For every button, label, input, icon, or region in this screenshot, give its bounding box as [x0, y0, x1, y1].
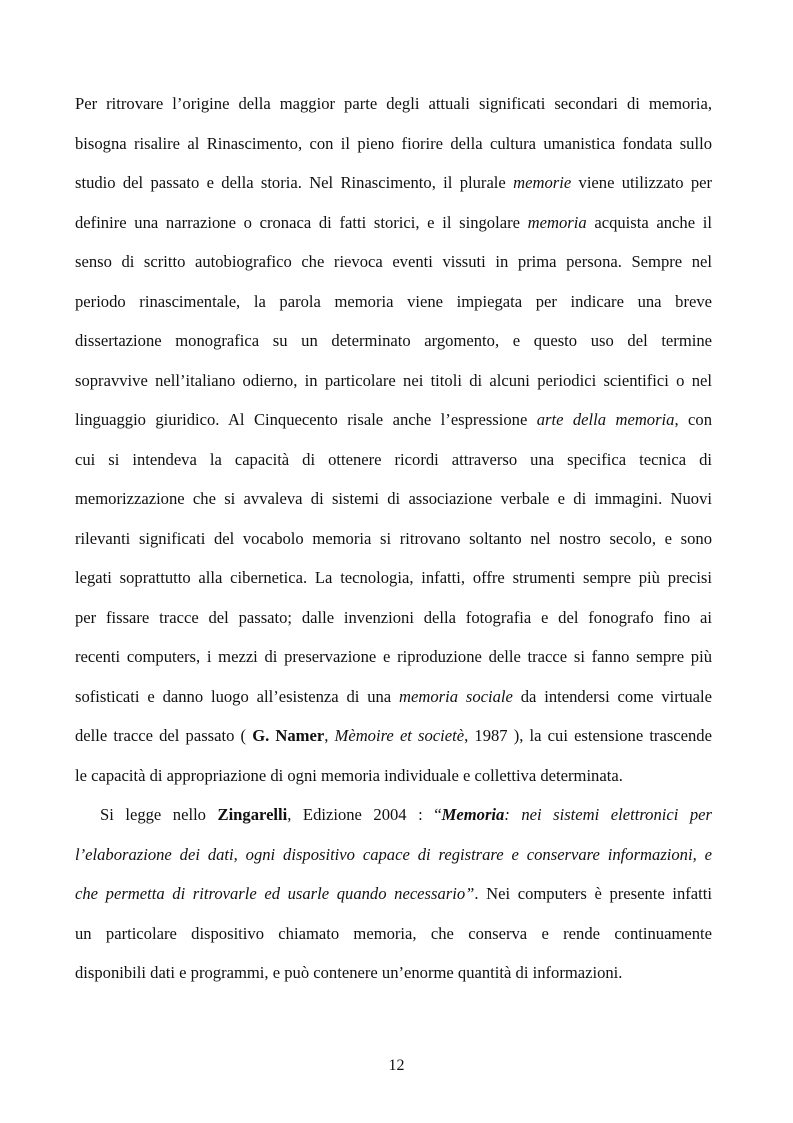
text-run: , 1987 ), la cui estensione trascende: [464, 726, 712, 745]
text-line: sopravvive nell’italiano odierno, in particolare nei titoli di alcuni periodici scientifici o nel: [75, 371, 712, 390]
italic-term: memoria: [527, 213, 587, 232]
definition-headword: Memoria: [441, 805, 505, 824]
italic-term: memoria sociale: [399, 687, 513, 706]
text-line: [75, 171, 712, 195]
text-line: [100, 803, 712, 827]
definition-text: : nei sistemi elettronici per: [504, 805, 712, 824]
text-line: rilevanti significati del vocabolo memoria si ritrovano soltanto nel nostro secolo, e sono: [75, 529, 712, 548]
text-line: cui si intendeva la capacità di ottenere ricordi attraverso una specifica tecnica di: [75, 450, 712, 469]
text-line: [75, 685, 712, 709]
italic-term: memorie: [513, 173, 572, 192]
text-line: memorizzazione che si avvaleva di sistemi di associazione verbale e di immagini. Nuovi: [75, 489, 712, 508]
text-line: le capacità di appropriazione di ogni memoria individuale e collettiva determinata.: [75, 766, 623, 785]
text-line: per fissare tracce del passato; dalle invenzioni della fotografia e del fonografo fino ai: [75, 608, 712, 627]
definition-text: che permetta di ritrovarle ed usarle quando necessario”: [75, 884, 475, 903]
text-run: linguaggio giuridico. Al Cinquecento risale anche l’espressione: [75, 410, 528, 429]
text-run: Si legge nello: [100, 805, 206, 824]
text-run: . Nei computers è presente infatti: [474, 884, 712, 903]
text-line: Per ritrovare l’origine della maggior parte degli attuali significati secondari di memoria,: [75, 94, 712, 113]
text-run: , Edizione 2004 : “: [287, 805, 442, 824]
text-line: disponibili dati e programmi, e può contenere un’enorme quantità di informazioni.: [75, 963, 623, 982]
text-run: delle tracce del passato (: [75, 726, 247, 745]
text-run: acquista anche il: [594, 213, 712, 232]
text-run: sofisticati e danno luogo all’esistenza di una: [75, 687, 392, 706]
text-line: [75, 408, 712, 432]
italic-term: arte della memoria: [536, 410, 675, 429]
text-line: senso di scritto autobiografico che rievoca eventi vissuti in prima persona. Sempre nel: [75, 252, 712, 271]
text-line: [75, 724, 712, 748]
text-line: periodo rinascimentale, la parola memoria viene impiegata per indicare una breve: [75, 292, 712, 311]
text-run: studio del passato e della storia. Nel Rinascimento, il plurale: [75, 173, 506, 192]
text-line: un particolare dispositivo chiamato memoria, che conserva e rende continuamente: [75, 924, 712, 943]
text-line: bisogna risalire al Rinascimento, con il pieno fiorire della cultura umanistica fondata sullo: [75, 134, 712, 153]
page-number: 12: [388, 1057, 405, 1074]
dictionary-name: Zingarelli: [217, 805, 288, 824]
text-run: ,: [324, 726, 329, 745]
text-run: definire una narrazione o cronaca di fatti storici, e il singolare: [75, 213, 520, 232]
text-line: [75, 211, 712, 235]
text-line: recenti computers, i mezzi di preservazione e riproduzione delle tracce si fanno sempre più: [75, 647, 712, 666]
author-citation: G. Namer: [252, 726, 325, 745]
text-line: [75, 882, 712, 906]
text-run: da intendersi come virtuale: [520, 687, 712, 706]
text-run: viene utilizzato per: [578, 173, 712, 192]
text-run: , con: [674, 410, 712, 429]
book-title-citation: Mèmoire et societè: [334, 726, 465, 745]
text-line: dissertazione monografica su un determinato argomento, e questo uso del termine: [75, 331, 712, 350]
definition-text-line: l’elaborazione dei dati, ogni dispositivo capace di registrare e conservare informazioni, e: [75, 845, 712, 864]
text-line: legati soprattutto alla cibernetica. La tecnologia, infatti, offre strumenti sempre più precisi: [75, 568, 712, 587]
